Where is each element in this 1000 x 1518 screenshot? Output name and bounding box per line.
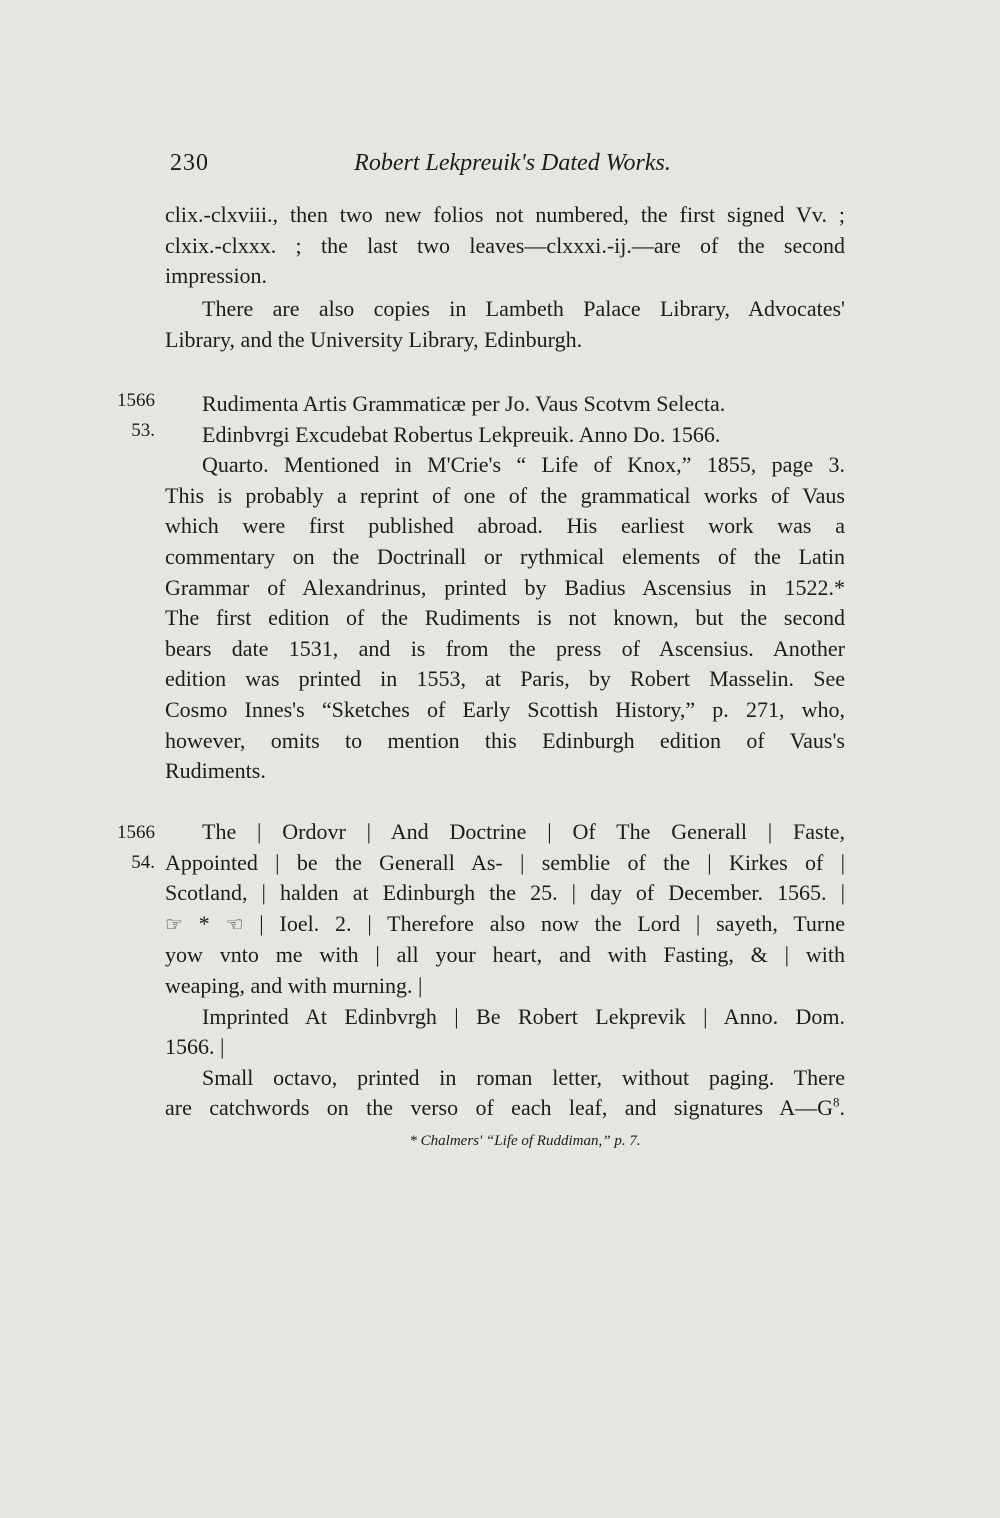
description-text: are catchwords on the verso of each leaf, and signatures A—G (165, 1095, 833, 1121)
continued-paragraph (165, 200, 845, 292)
entry-number: 54. (131, 852, 155, 873)
signature-superscript: 8 (833, 1095, 840, 1111)
text-line: Small octavo, printed in roman letter, without paging. There (202, 1064, 845, 1090)
description-period: . (839, 1095, 845, 1121)
entry-title-line: Appointed | be the Generall As- | semblie of the | Kirkes of | (165, 849, 845, 875)
entry-year: 1566 (117, 822, 155, 843)
text-line: bears date 1531, and is from the press of Ascensius. Another (165, 635, 845, 661)
text-line: however, omits to mention this Edinburgh edition of Vaus's (165, 727, 845, 753)
text-line: clxix.-clxxx. ; the last two leaves—clxxxi.-ij.—are of the second (165, 232, 845, 258)
entry-year: 1566 (117, 390, 155, 411)
entry-number: 53. (131, 420, 155, 441)
entry-54 (165, 817, 845, 1124)
text-line: Cosmo Innes's “Sketches of Early Scottish History,” p. 271, who, (165, 696, 845, 722)
running-title: Robert Lekpreuik's Dated Works. (354, 150, 671, 176)
imprint-line: Imprinted At Edinbvrgh | Be Robert Lekprevik | Anno. Dom. (202, 1003, 845, 1029)
entry-title-line: Scotland, | halden at Edinburgh the 25. | day of December. 1565. | (165, 880, 845, 906)
text-line: Grammar of Alexandrinus, printed by Badius Ascensius in 1522.* (165, 574, 845, 600)
entry-title-line: Edinbvrgi Excudebat Robertus Lekpreuik. Anno Do. 1566. (202, 421, 721, 447)
text-line: The first edition of the Rudiments is not known, but the second (165, 605, 845, 631)
entry-54-margin (110, 818, 155, 878)
ornament-line-text: | Ioel. 2. | Therefore also now the Lord | sayeth, Turne (243, 910, 845, 936)
text-line: which were first published abroad. His earliest work was a (165, 513, 845, 539)
entry-53-margin (110, 386, 155, 446)
text-line (165, 1093, 845, 1124)
pointing-hand-right-icon: ☞ (165, 913, 183, 936)
entry-title-line: weaping, and with murning. | (165, 972, 423, 998)
page-header (170, 150, 845, 186)
footnote: * Chalmers' “Life of Ruddiman,” p. 7. (409, 1133, 641, 1149)
text-line: Library, and the University Library, Edinburgh. (165, 326, 583, 352)
text-line: commentary on the Doctrinall or rythmical elements of the Latin (165, 543, 845, 569)
imprint-line: 1566. | (165, 1034, 225, 1060)
text-line: clix.-clxviii., then two new folios not numbered, the first signed Vv. ; (165, 202, 845, 227)
copies-paragraph (165, 294, 845, 355)
text-line: impression. (165, 263, 268, 289)
text-line: Rudiments. (165, 758, 266, 784)
entry-53 (165, 389, 845, 787)
text-line: This is probably a reprint of one of the grammatical works of Vaus (165, 482, 845, 508)
page-number: 230 (170, 150, 209, 176)
entry-title-line: yow vnto me with | all your heart, and with Fasting, & | with (165, 942, 845, 968)
text-line: edition was printed in 1553, at Paris, by Robert Masselin. See (165, 666, 845, 692)
text-line: Quarto. Mentioned in M'Crie's “ Life of Knox,” 1855, page 3. (202, 452, 845, 478)
entry-title-line: The | Ordovr | And Doctrine | Of The Generall | Faste, (202, 819, 845, 844)
text-line: There are also copies in Lambeth Palace Library, Advocates' (202, 296, 845, 321)
entry-title-line: Rudimenta Artis Grammaticæ per Jo. Vaus Scotvm Selecta. (202, 391, 726, 416)
pointing-hand-left-icon: ☜ (225, 913, 244, 936)
entry-title-line (165, 909, 845, 941)
ornament-asterisk: * (198, 910, 210, 936)
